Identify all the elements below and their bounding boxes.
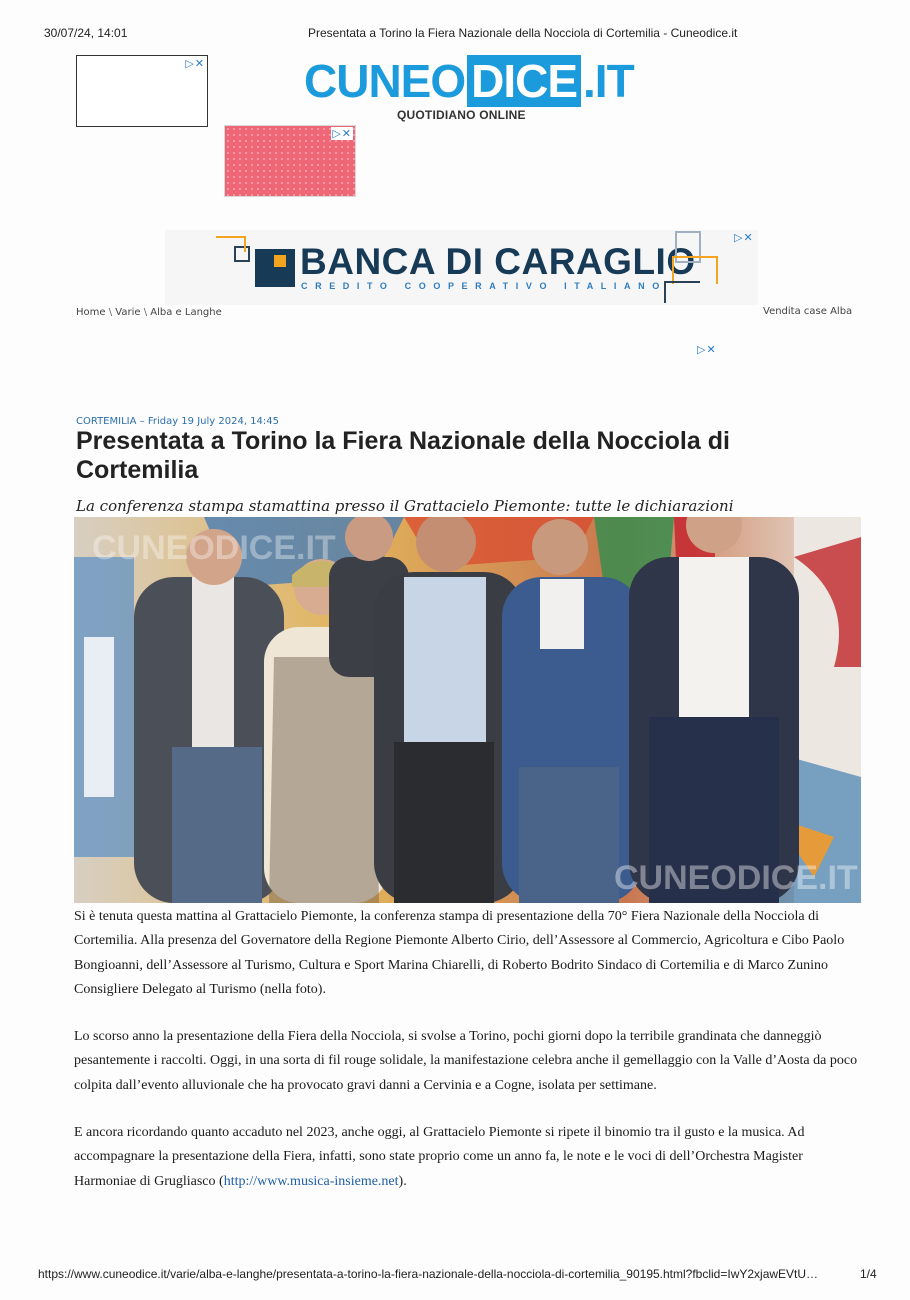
person [134,529,284,903]
article-dateline: Friday 19 July 2024, 14:45 [147,416,279,427]
vendita-case-link[interactable]: Vendita case Alba [763,306,853,317]
article-photo[interactable] [74,517,861,903]
adchoices-icon[interactable]: ▷✕ [332,128,352,140]
person [629,517,799,903]
print-url: https://www.cuneodice.it/varie/alba-e-langhe/presentata-a-torino-la-fiera-nazionale-della-nocciola-di-cortemilia_90195.html?fbclid=IwY2xjawEVtU… [38,1267,819,1281]
paragraph-text: E ancora ricordando quanto accaduto nel 2023, anche oggi, al Grattacielo Piemonte si ripete il binomio tra il gusto e la musica. Ad accompagnare la presentazione della Fiera, infatti, sono state proprio come un anno fa, le note e le voci di dell’Orchestra Magister Harmoniae di Grugliasco ( [74,1125,805,1189]
article-meta: CORTEMILIA – Friday 19 July 2024, 14:45 [76,416,279,427]
bank-logo-icon [255,249,295,287]
photo-watermark: CUNEODICE.IT [614,859,858,897]
photo-watermark: CUNEODICE.IT [92,529,336,567]
bank-name: BANCA DI CARAGLIO [300,241,696,282]
print-date: 30/07/24, 14:01 [44,26,128,40]
orchestra-website-link[interactable]: http://www.musica-insieme.net [223,1173,399,1189]
breadcrumb-separator: \ [108,307,113,318]
logo-text-it: .IT [583,55,634,107]
adchoices-icon[interactable]: ▷✕ [734,232,754,244]
banner-deco-line [216,236,246,252]
breadcrumb-varie[interactable]: Varie [115,307,141,318]
print-page-number: 1/4 [860,1267,877,1281]
group-photo-illustration [74,517,861,903]
print-page-title: Presentata a Torino la Fiera Nazionale della Nocciola di Cortemilia - Cuneodice.it [308,26,738,40]
breadcrumb [76,307,222,318]
article-title: Presentata a Torino la Fiera Nazionale della Nocciola di Cortemilia [76,427,730,484]
adchoices-icon[interactable]: ▷✕ [185,58,205,70]
article-paragraph [74,1121,864,1194]
bank-subtitle: CREDITO COOPERATIVO ITALIANO [301,281,667,291]
banner-deco-frame [672,256,718,284]
site-tagline: QUOTIDIANO ONLINE [397,108,526,122]
site-logo[interactable] [304,55,634,107]
article-paragraph: Si è tenuta questa mattina al Grattacielo Piemonte, la conferenza stampa di presentazione della 70° Fiera Nazionale della Nocciola di Cortemilia. Alla presenza del Governatore della Regione Piemonte Alberto Cirio, dell’Assessore al Commercio, Agricoltura e Cibo Paolo Bongioanni, dell’Assessore al Turismo, Cultura e Sport Marina Chiarelli, di Roberto Bodrito Sindaco di Cortemilia e di Marco Zunino Consigliere Delegato al Turismo (nella foto). [74,909,845,997]
article-paragraph: Lo scorso anno la presentazione della Fiera della Nocciola, si svolse a Torino, pochi giorni dopo la terribile grandinata che danneggiò pesantemente i raccolti. Oggi, in una sorta di fil rouge solidale, la manifestazione celebra anche il gemellaggio con la Valle d’Aosta da poco colpita dall’evento alluvionale che ha provocato gravi danni a Cervinia e a Cogne, isolata per settimane. [74,1029,858,1093]
adchoices-icon[interactable]: ▷✕ [697,344,717,356]
ad-slot-pink[interactable] [224,125,356,197]
article-category[interactable]: CORTEMILIA [76,416,137,427]
breadcrumb-alba-langhe[interactable]: Alba e Langhe [150,307,222,318]
article-subtitle: La conferenza stampa stamattina presso il Grattacielo Piemonte: tutte le dichiarazioni [76,497,734,515]
logo-text-cuneo: CUNEO [304,55,466,107]
banner-deco-frame [664,281,700,303]
ad-slot-small[interactable] [76,55,208,127]
logo-text-dice: DICE [467,55,581,107]
breadcrumb-home[interactable]: Home [76,307,106,318]
paragraph-text: ). [398,1173,407,1189]
breadcrumb-separator: \ [143,307,148,318]
